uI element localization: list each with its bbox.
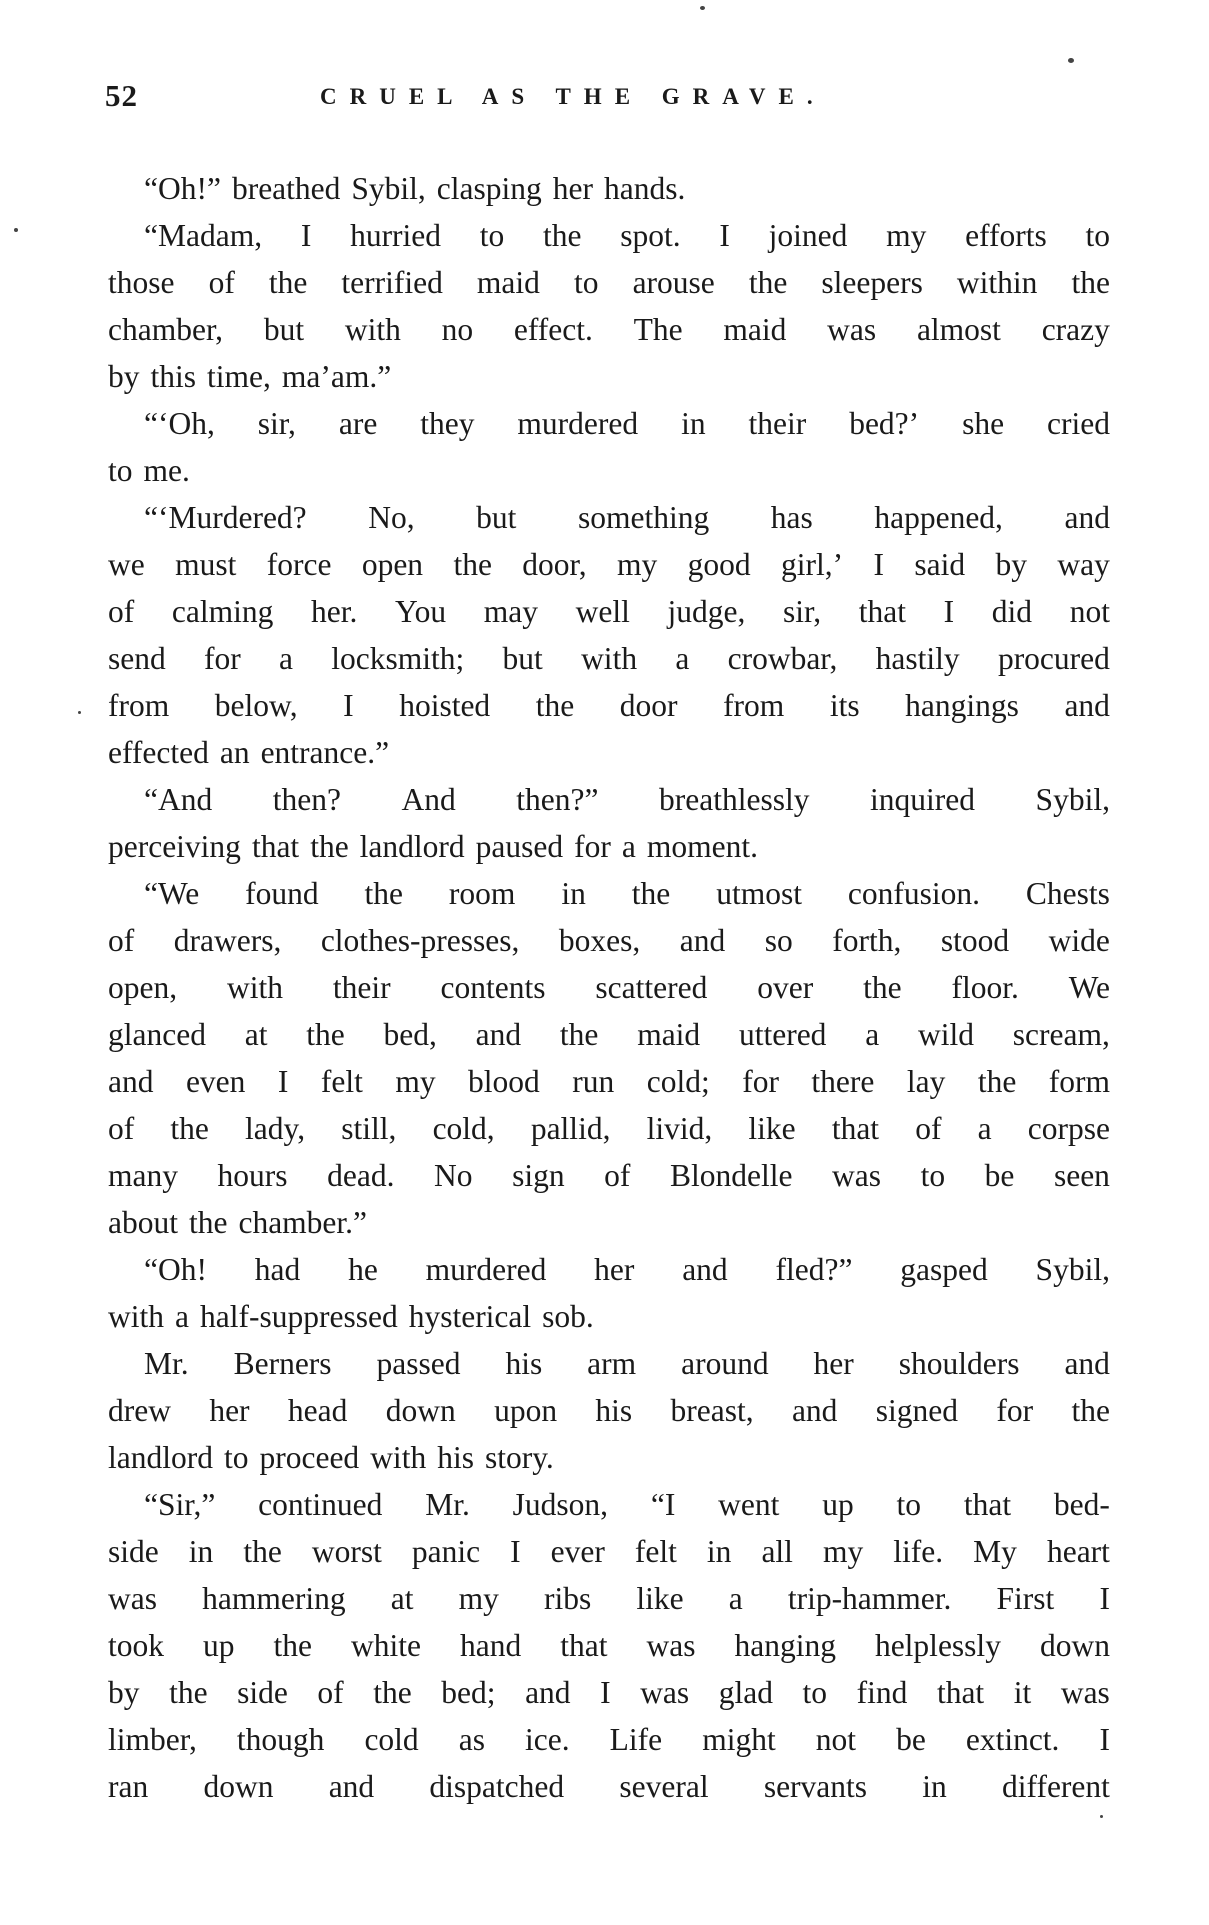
text-line: “We found the room in the utmost confusion. Chests	[144, 876, 1110, 911]
text-line: those of the terrified maid to arouse the sleepers within the	[108, 265, 1110, 300]
text-line: from below, I hoisted the door from its hangings and	[108, 688, 1110, 723]
text-line: we must force open the door, my good girl,’ I said by way	[108, 547, 1110, 582]
print-speck	[1068, 58, 1074, 63]
text-line: of the lady, still, cold, pallid, livid, like that of a corpse	[108, 1111, 1110, 1146]
text-line: Mr. Berners passed his arm around her shoulders and	[144, 1346, 1110, 1381]
text-line: with a half-suppressed hysterical sob.	[108, 1299, 594, 1334]
print-speck	[78, 711, 81, 714]
text-line: took up the white hand that was hanging helplessly down	[108, 1628, 1110, 1663]
text-line: to me.	[108, 453, 190, 488]
text-line: side in the worst panic I ever felt in all my life. My heart	[108, 1534, 1110, 1569]
text-line: and even I felt my blood run cold; for there lay the form	[108, 1064, 1110, 1099]
text-line: many hours dead. No sign of Blondelle was to be seen	[108, 1158, 1110, 1193]
text-line: “Sir,” continued Mr. Judson, “I went up to that bed-	[144, 1487, 1110, 1522]
running-title: CRUEL AS THE GRAVE.	[320, 84, 826, 109]
text-line: was hammering at my ribs like a trip-hammer. First I	[108, 1581, 1110, 1616]
text-line: “And then? And then?” breathlessly inquired Sybil,	[144, 782, 1110, 817]
text-line: of calming her. You may well judge, sir, that I did not	[108, 594, 1110, 629]
text-line: effected an entrance.”	[108, 735, 390, 770]
text-line: “Madam, I hurried to the spot. I joined my efforts to	[144, 218, 1110, 253]
text-line: ran down and dispatched several servants in different	[108, 1769, 1110, 1804]
text-line: open, with their contents scattered over the floor. We	[108, 970, 1110, 1005]
print-speck	[14, 228, 18, 232]
print-speck	[1100, 1815, 1103, 1818]
page-header	[105, 78, 885, 118]
text-line: drew her head down upon his breast, and signed for the	[108, 1393, 1110, 1428]
text-line: glanced at the bed, and the maid uttered a wild scream,	[108, 1017, 1110, 1052]
text-line: limber, though cold as ice. Life might not be extinct. I	[108, 1722, 1110, 1757]
text-line: by the side of the bed; and I was glad to find that it was	[108, 1675, 1110, 1710]
body-text	[108, 165, 1110, 1810]
print-speck	[700, 6, 705, 10]
text-line: “Oh! had he murdered her and fled?” gasped Sybil,	[144, 1252, 1110, 1287]
text-line: of drawers, clothes-presses, boxes, and so forth, stood wide	[108, 923, 1110, 958]
text-line: chamber, but with no effect. The maid was almost crazy	[108, 312, 1110, 347]
text-line: perceiving that the landlord paused for a moment.	[108, 829, 758, 864]
text-line: “‘Murdered? No, but something has happened, and	[144, 500, 1110, 535]
text-line: send for a locksmith; but with a crowbar, hastily procured	[108, 641, 1110, 676]
text-line: by this time, ma’am.”	[108, 359, 392, 394]
page-number: 52	[105, 78, 138, 113]
text-line: “Oh!” breathed Sybil, clasping her hands.	[144, 171, 686, 206]
text-line: “‘Oh, sir, are they murdered in their bed?’ she cried	[144, 406, 1110, 441]
text-line: about the chamber.”	[108, 1205, 368, 1240]
text-line: landlord to proceed with his story.	[108, 1440, 554, 1475]
